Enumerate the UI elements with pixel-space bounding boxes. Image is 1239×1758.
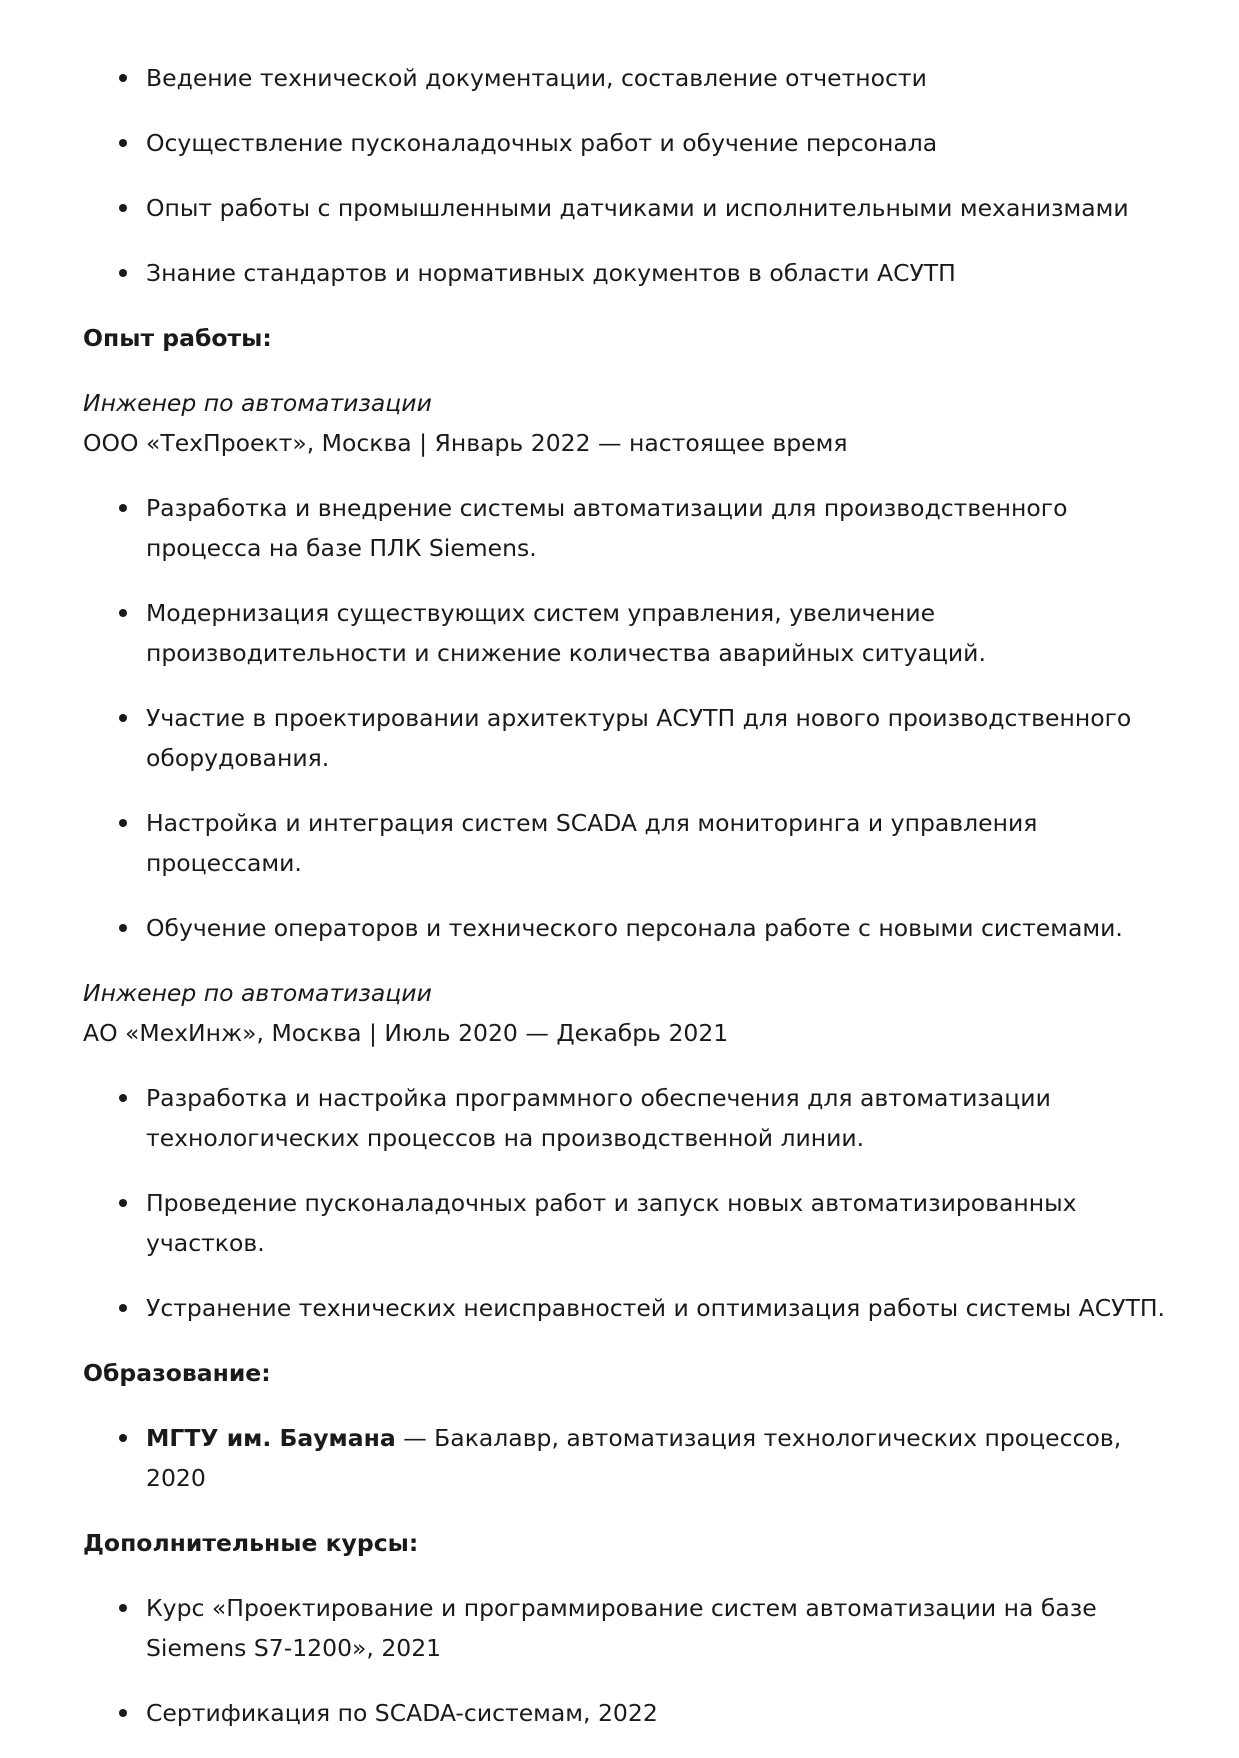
list-item: Обучение операторов и технического персонала работе с новыми системами. (83, 908, 1173, 948)
list-item: Разработка и внедрение системы автоматизации для производственного процесса на базе ПЛК Siemens. (83, 488, 1173, 568)
list-item (83, 1418, 1173, 1498)
list-item: Настройка и интеграция систем SCADA для мониторинга и управления процессами. (83, 803, 1173, 883)
education-details: — Бакалавр, автоматизация технологических процессов, 2020 (146, 1424, 1122, 1492)
list-item: Разработка и настройка программного обеспечения для автоматизации технологических процессов на производственной линии. (83, 1078, 1173, 1158)
job-entry (83, 973, 1173, 1328)
job-meta: ООО «ТехПроект», Москва | Январь 2022 — настоящее время (83, 429, 848, 457)
resume-page (83, 58, 1173, 1758)
list-item: Знание стандартов и нормативных документов в области АСУТП (83, 253, 1173, 293)
skills-list (83, 58, 1173, 293)
courses-list (83, 1588, 1173, 1733)
list-item: Модернизация существующих систем управления, увеличение производительности и снижение количества аварийных ситуаций. (83, 593, 1173, 673)
job-title: Инженер по автоматизации (83, 979, 432, 1007)
job-title: Инженер по автоматизации (83, 389, 432, 417)
job-entry (83, 383, 1173, 948)
list-item: Участие в проектировании архитектуры АСУТП для нового производственного оборудования. (83, 698, 1173, 778)
experience-heading: Опыт работы: (83, 324, 272, 352)
list-item: Устранение технических неисправностей и оптимизация работы системы АСУТП. (83, 1288, 1173, 1328)
list-item: Опыт работы с промышленными датчиками и исполнительными механизмами (83, 188, 1173, 228)
job-meta: АО «МехИнж», Москва | Июль 2020 — Декабрь 2021 (83, 1019, 729, 1047)
job-duties-list (83, 488, 1173, 948)
education-list (83, 1418, 1173, 1498)
list-item: Сертификация по SCADA-системам, 2022 (83, 1693, 1173, 1733)
list-item: Осуществление пусконаладочных работ и обучение персонала (83, 123, 1173, 163)
list-item: Курс «Проектирование и программирование систем автоматизации на базе Siemens S7-1200», 2021 (83, 1588, 1173, 1668)
courses-heading: Дополнительные курсы: (83, 1529, 419, 1557)
institution-name: МГТУ им. Баумана (146, 1424, 396, 1452)
job-duties-list (83, 1078, 1173, 1328)
list-item: Проведение пусконаладочных работ и запуск новых автоматизированных участков. (83, 1183, 1173, 1263)
list-item: Ведение технической документации, составление отчетности (83, 58, 1173, 98)
education-heading: Образование: (83, 1359, 271, 1387)
